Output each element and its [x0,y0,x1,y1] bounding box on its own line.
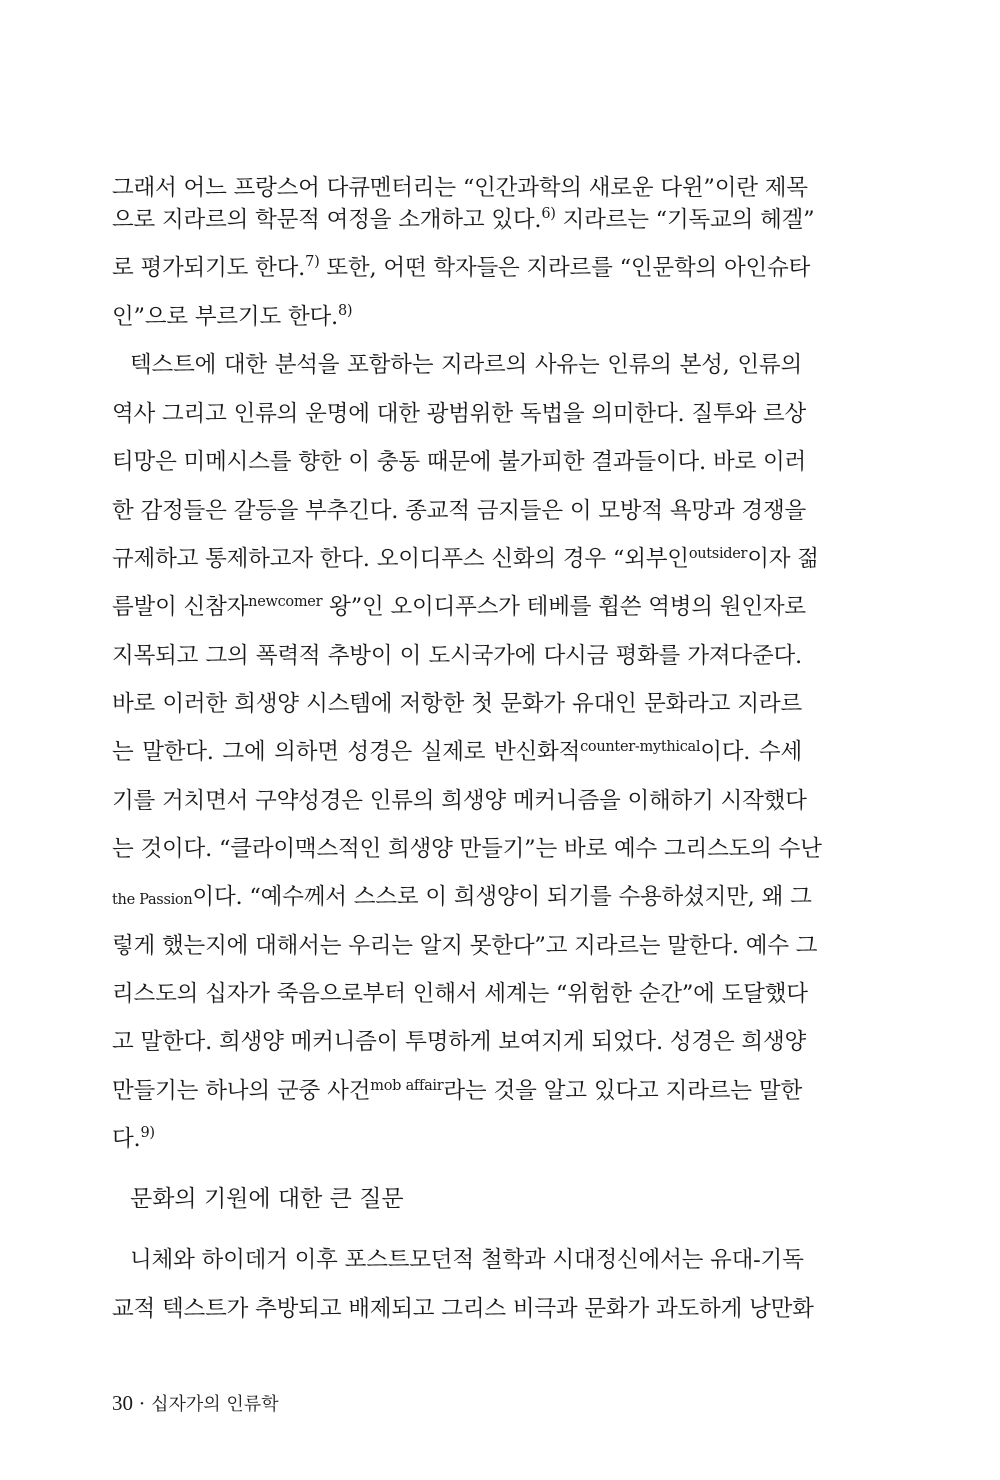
text: 지목되고 그의 폭력적 추방이 이 도시국가에 다시금 평화를 가져다준다. [112,643,802,669]
text: 한 감정들은 갈등을 부추긴다. 종교적 금지들은 이 모방적 욕망과 경쟁을 [112,498,807,524]
text: 이다. 수세 [700,739,802,765]
body2-line-1 [130,1245,802,1275]
body-line-3 [112,253,811,286]
body-line-7 [112,447,807,477]
text: 규제하고 통제하고자 한다. 오이디푸스 신화의 경우 “외부인 [112,546,689,572]
body-line-4 [112,302,802,335]
footnote-ref[interactable]: 7) [305,254,320,270]
text: 으로 지라르의 학문적 여정을 소개하고 있다. [112,207,542,233]
footnote-ref[interactable]: 6) [541,206,556,222]
body-line-2 [112,205,815,238]
text: 역사 그리고 인류의 운명에 대한 광범위한 독법을 의미한다. 질투와 르상 [112,401,807,427]
page-footer [112,1390,279,1418]
text: 바로 이러한 희생양 시스템에 저항한 첫 문화가 유대인 문화라고 지라르 [112,691,802,717]
body-line-9 [112,544,819,577]
body-line-21 [112,1124,802,1157]
english-gloss: outsider [688,546,748,562]
text: 교적 텍스트가 추방되고 배제되고 그리스 비극과 문화가 과도하게 낭만화 [112,1296,814,1322]
text: 티망은 미메시스를 향한 이 충동 때문에 불가피한 결과들이다. 바로 이러 [112,449,807,475]
section-heading: 문화의 기원에 대한 큰 질문 [130,1186,404,1212]
body-line-1 [112,173,808,203]
page-number: 30 [112,1391,133,1415]
text: 인”으로 부르기도 한다. [112,304,338,330]
text: 름발이 신참자 [112,594,249,620]
text: 그래서 어느 프랑스어 다큐멘터리는 “인간과학의 새로운 다윈”이란 제목 [112,175,808,201]
english-gloss: mob affair [370,1078,444,1094]
body-line-14 [112,786,807,816]
footnote-ref[interactable]: 9) [140,1125,155,1141]
body-line-8 [112,496,807,526]
english-gloss: newcomer [248,594,323,610]
text: 라는 것을 알고 있다고 지라르는 말한 [443,1078,803,1104]
text: 렇게 했는지에 대해서는 우리는 알지 못한다”고 지라르는 말한다. 예수 그 [112,933,818,959]
book-title: 십자가의 인류학 [151,1394,279,1415]
text: 리스도의 십자가 죽음으로부터 인해서 세계는 “위험한 순간”에 도달했다 [112,981,808,1007]
body-line-5 [130,350,802,380]
english-gloss: the Passion [112,892,193,908]
text: 니체와 하이데거 이후 포스트모던적 철학과 시대정신에서는 유대-기독 [130,1247,804,1273]
text: 이자 젊 [747,546,819,572]
body-line-20 [112,1076,802,1109]
body-line-12 [112,689,802,719]
text: 왕”인 오이디푸스가 테베를 휩쓴 역병의 원인자로 [322,594,806,620]
body-line-11 [112,641,802,671]
body-line-15 [112,834,822,864]
text: 기를 거치면서 구약성경은 인류의 희생양 메커니즘을 이해하기 시작했다 [112,788,807,814]
text: 다. [112,1126,141,1152]
body-line-18 [112,979,808,1009]
text: 만들기는 하나의 군중 사건 [112,1078,371,1104]
footnote-ref[interactable]: 8) [337,303,353,319]
body-line-10 [112,592,806,625]
text: 로 평가되기도 한다. [112,255,306,281]
body-line-19 [112,1027,807,1057]
body-line-6 [112,399,807,429]
text: 지라르는 “기독교의 헤겔” [555,207,815,233]
text: 는 것이다. “클라이맥스적인 희생양 만들기”는 바로 예수 그리스도의 수난 [112,836,822,862]
body2-line-2 [112,1294,814,1324]
text: 고 말한다. 희생양 메커니즘이 투명하게 보여지게 되었다. 성경은 희생양 [112,1029,807,1055]
body-line-16 [112,882,812,915]
text: 텍스트에 대한 분석을 포함하는 지라르의 사유는 인류의 본성, 인류의 [130,352,802,378]
english-gloss: counter-mythical [580,739,701,755]
body-line-13 [112,737,802,770]
footer-separator: · [139,1393,146,1415]
text: 또한, 어떤 학자들은 지라르를 “인문학의 아인슈타 [319,255,811,281]
text: 이다. “예수께서 스스로 이 희생양이 되기를 수용하셨지만, 왜 그 [192,884,812,910]
text: 는 말한다. 그에 의하면 성경은 실제로 반신화적 [112,739,581,765]
body-line-17 [112,931,818,961]
